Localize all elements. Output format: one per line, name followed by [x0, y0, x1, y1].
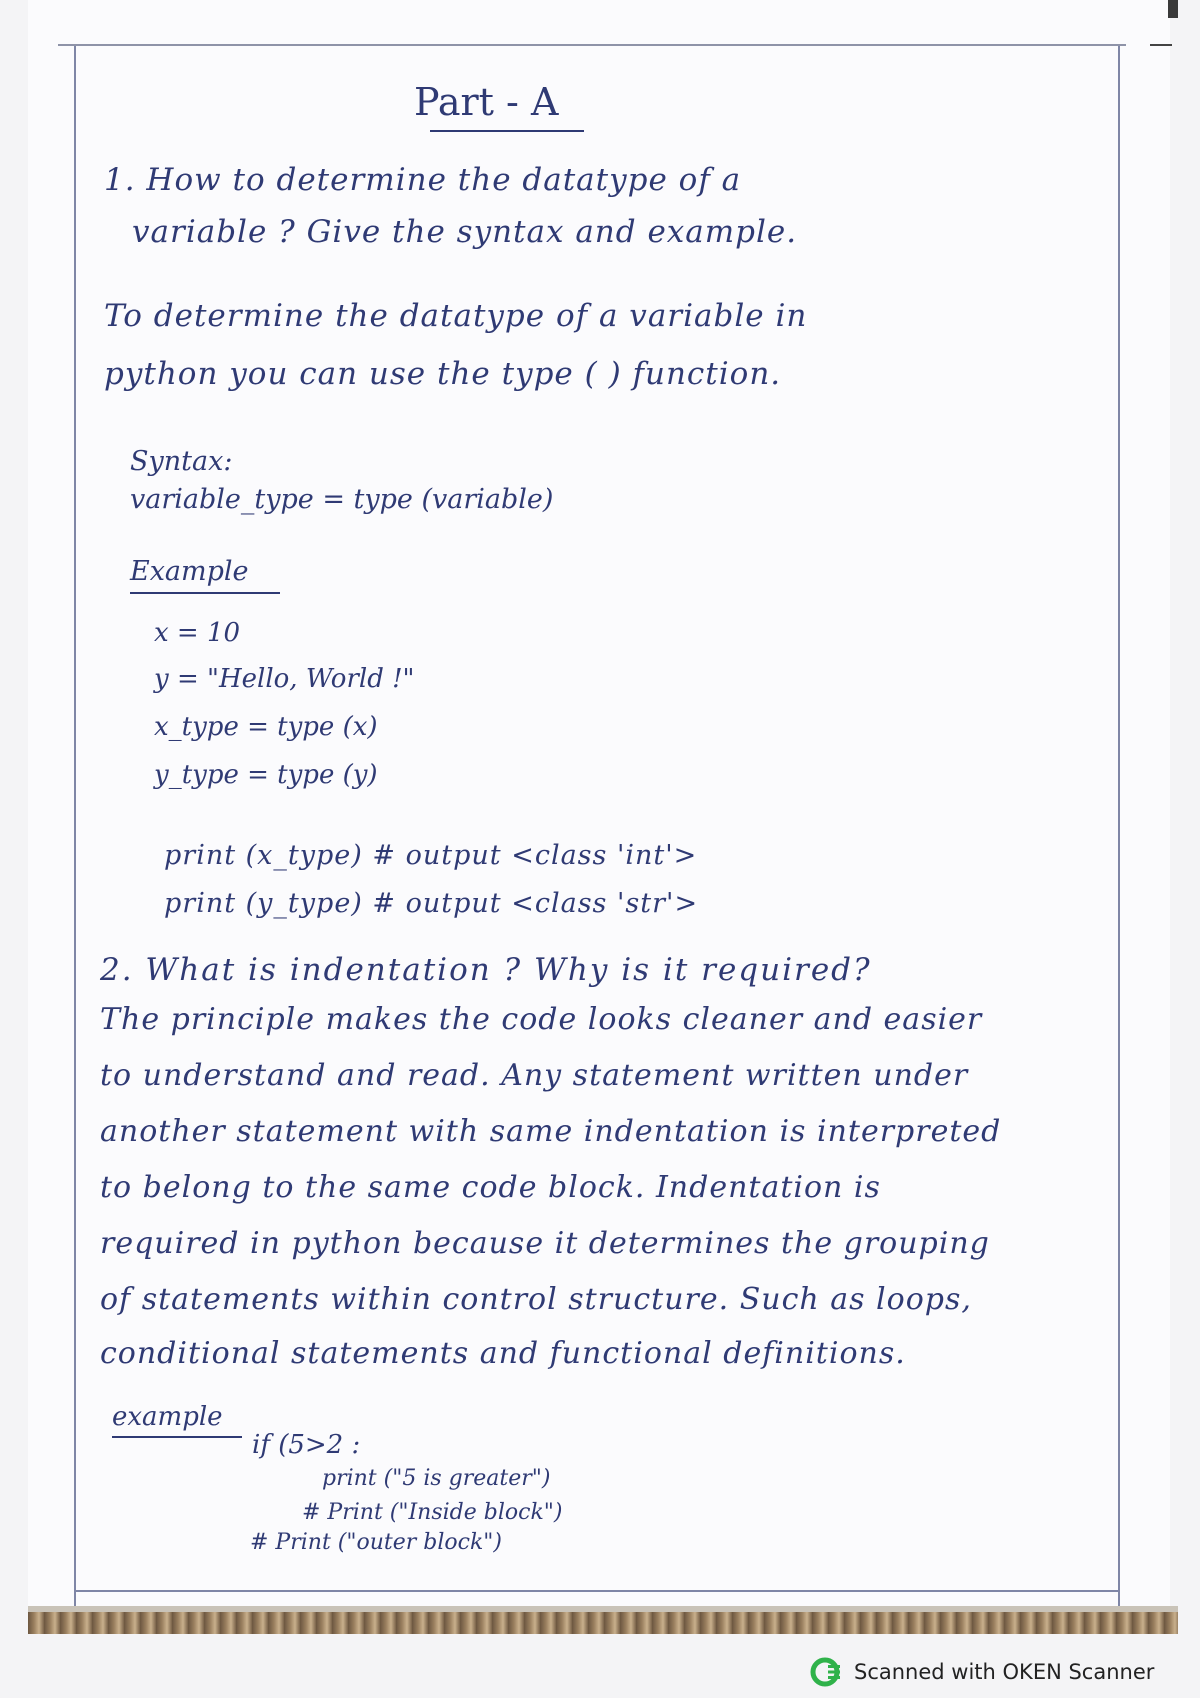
- code-line: if (5>2 :: [252, 1430, 361, 1460]
- question-1-line-1: 1. How to determine the datatype of a: [104, 162, 742, 198]
- answer-2-line: required in python because it determines the grouping: [100, 1226, 990, 1261]
- answer-2-line: of statements within control structure. Such as loops,: [100, 1282, 972, 1317]
- side-tick: [1150, 44, 1172, 46]
- code-line: print ("5 is greater"): [322, 1466, 551, 1491]
- title-underline: [430, 130, 584, 132]
- code-line: # Print ("outer block"): [250, 1530, 502, 1555]
- code-line: print (y_type) # output <class 'str'>: [164, 888, 699, 919]
- syntax-code: variable_type = type (variable): [130, 484, 554, 515]
- corner-mark: [1168, 0, 1178, 18]
- page-title: Part - A: [414, 80, 559, 124]
- question-2: 2. What is indentation ? Why is it required?: [100, 952, 872, 988]
- bottom-rule-line: [74, 1590, 1120, 1592]
- example-label: Example: [130, 556, 249, 587]
- example-2-label: example: [112, 1402, 223, 1432]
- question-1-line-2: variable ? Give the syntax and example.: [132, 214, 798, 250]
- answer-1-line-2: python you can use the type ( ) function.: [104, 356, 782, 392]
- answer-1-line-1: To determine the datatype of a variable in: [104, 298, 808, 334]
- answer-2-line: conditional statements and functional definitions.: [100, 1336, 906, 1371]
- left-margin-line: [74, 46, 76, 1606]
- watermark-text: Scanned with OKEN Scanner: [854, 1660, 1155, 1684]
- answer-2-line: The principle makes the code looks cleaner and easier: [100, 1002, 983, 1037]
- code-line: y_type = type (y): [154, 760, 378, 790]
- answer-2-line: another statement with same indentation is interpreted: [100, 1114, 1002, 1149]
- scanner-watermark: [810, 1655, 1154, 1689]
- answer-2-line: to belong to the same code block. Indentation is: [100, 1170, 881, 1205]
- code-line: x_type = type (x): [154, 712, 378, 742]
- scanner-logo-icon: [810, 1656, 842, 1688]
- answer-2-line: to understand and read. Any statement written under: [100, 1058, 969, 1093]
- example-2-underline: [112, 1436, 242, 1438]
- code-line: y = "Hello, World !": [154, 664, 415, 694]
- page-top-edge: [58, 44, 1126, 46]
- code-line: # Print ("Inside block"): [302, 1500, 563, 1525]
- code-line: print (x_type) # output <class 'int'>: [164, 840, 698, 871]
- example-underline: [130, 592, 280, 594]
- syntax-label: Syntax:: [130, 446, 233, 477]
- background-cloth: [28, 1612, 1178, 1634]
- right-margin-line: [1118, 46, 1120, 1606]
- code-line: x = 10: [154, 618, 241, 648]
